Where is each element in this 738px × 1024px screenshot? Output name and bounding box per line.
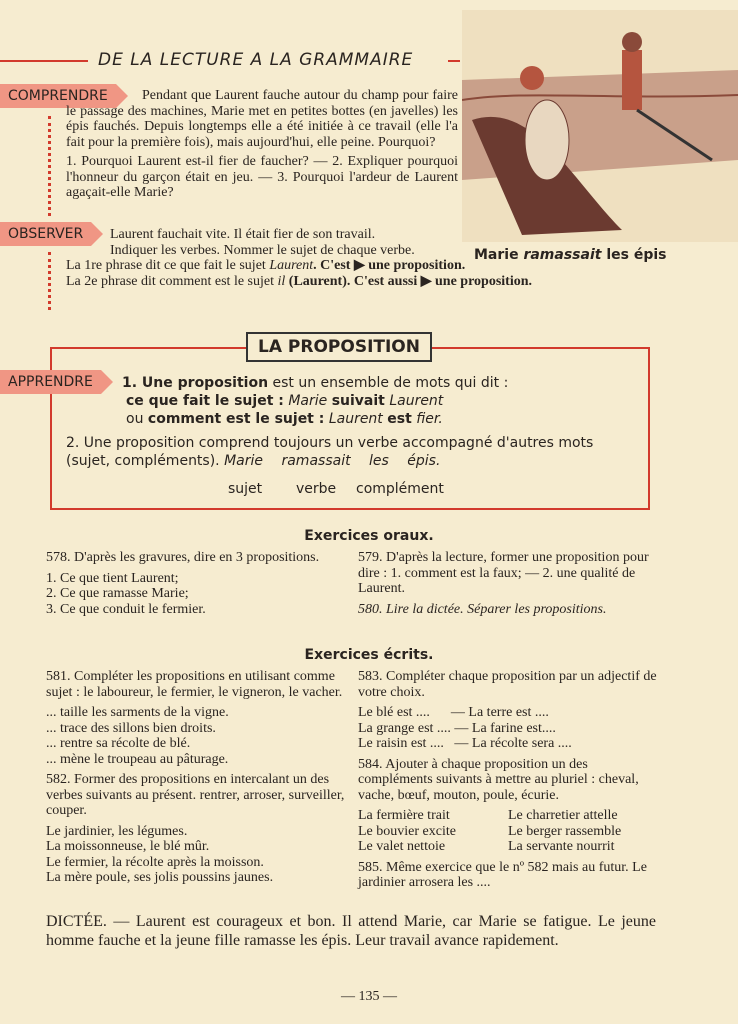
caption-subject: Marie xyxy=(474,247,519,263)
observer-line: Indiquer les verbes. Nommer le sujet de chaque verbe. xyxy=(110,242,415,258)
list-item: 3. Ce que conduit le fermier. xyxy=(46,601,206,617)
ecrits-title: Exercices écrits. xyxy=(304,647,434,663)
list-item: La moissonneuse, le blé mûr. xyxy=(46,839,210,854)
list-item: ... mène le troupeau au pâturage. xyxy=(46,751,229,767)
observer-text xyxy=(66,227,666,289)
divider xyxy=(448,60,460,62)
exercise-578 xyxy=(46,550,346,617)
text: il xyxy=(277,273,286,289)
example-complement: épis. xyxy=(407,453,441,469)
text: est xyxy=(387,411,412,427)
caption-complement: les épis xyxy=(606,247,667,263)
exercise-prompt: 579. D'après la lecture, former une proposition pour dire : 1. comment est la faux; — 2. une qualité de Laurent. xyxy=(358,550,649,596)
apprendre-label: APPRENDRE xyxy=(0,370,101,394)
text: est un ensemble de mots qui dit : xyxy=(272,375,509,391)
rule-line xyxy=(122,374,642,392)
text: Laurent xyxy=(389,393,444,409)
label-sujet: sujet xyxy=(228,481,263,497)
dotted-rule xyxy=(48,252,51,310)
example-verb: ramassait xyxy=(281,453,351,469)
dotted-rule xyxy=(48,116,51,216)
list-item: ... rentre sa récolte de blé. xyxy=(46,736,191,751)
exercise-583-585 xyxy=(358,669,658,896)
text: ou xyxy=(126,411,144,427)
list-item: Le charretier attelle xyxy=(508,808,618,823)
list-item: Le valet nettoie xyxy=(358,839,446,854)
text: 1. Une proposition xyxy=(122,375,269,391)
rule-box xyxy=(50,347,650,510)
exercise-581-582 xyxy=(46,669,346,886)
list-item: Le blé est .... — La terre est .... xyxy=(358,705,549,720)
rule-line xyxy=(122,410,642,428)
page-number: — 135 — xyxy=(341,989,397,1004)
list-item: La mère poule, ses jolis poussins jaunes. xyxy=(46,870,274,885)
list-item: Le bouvier excite xyxy=(358,823,456,839)
exercise-prompt: 583. Compléter chaque proposition par un adjectif de votre choix. xyxy=(358,669,657,700)
rule-example xyxy=(224,453,440,469)
box-title: LA PROPOSITION xyxy=(246,332,432,362)
oraux-title: Exercices oraux. xyxy=(304,528,434,544)
exercise-prompt: 582. Former des propositions en intercalant un des verbes suivants au présent. rentrer, arroser, surveiller, couper. xyxy=(46,772,345,818)
list-item: Le raisin est .... — La récolte sera .... xyxy=(358,736,572,751)
list-item: Le berger rassemble xyxy=(508,823,622,839)
comprendre-text xyxy=(66,88,458,201)
observer-line xyxy=(66,258,666,274)
list-item: ... trace des sillons bien droits. xyxy=(46,720,216,736)
observer-label: OBSERVER xyxy=(0,222,91,246)
column xyxy=(358,808,498,855)
text: Laurent xyxy=(269,258,314,273)
exercise-prompt: 585. Même exercice que le nº 582 mais au futur. Le jardinier arrosera les .... xyxy=(358,859,647,890)
reading-questions: 1. Pourquoi Laurent est-il fier de faucher? — 2. Expliquer pourquoi l'honneur du garçon était en jeu. — 3. Pourquoi l'ardeur de Laurent agaçait-elle Marie? xyxy=(66,154,458,200)
dictee: DICTÉE. — Laurent est courageux et bon. Il attend Marie, car Marie se fatigue. Le jeune homme fauche et la jeune fille ramasse les épis. Leur travail avance rapidement. xyxy=(46,913,656,949)
text: Marie xyxy=(288,393,328,409)
rule-2-text: 2. Une proposition comprend toujours un verbe accompagné d'autres mots (sujet, compléments). xyxy=(66,435,594,469)
label-verbe: verbe xyxy=(296,481,337,497)
text: ce que fait le sujet : xyxy=(126,393,284,409)
list-item: La grange est .... — La farine est.... xyxy=(358,720,556,736)
rule-2 xyxy=(66,434,641,470)
exercise-579-580 xyxy=(358,550,658,622)
column xyxy=(508,808,621,855)
reading-text: Pendant que Laurent fauche autour du champ pour faire le passage des machines, Marie met en petites bottes (en javelles) les épis fauchés. Depuis longtemps elle a été initiée à ce travail (elle l'a fait pour la première fois), mais aujourd'hui, elle peine. Pourquoi? xyxy=(66,88,458,150)
exercise-prompt: 581. Compléter les propositions en utilisant comme sujet : le laboureur, le fermier, le vigneron, le vacher. xyxy=(46,669,343,700)
illustration-harvest xyxy=(462,10,738,242)
text: La 1re phrase dit ce que fait le sujet xyxy=(66,258,266,273)
text: (Laurent). C'est aussi ▶ une proposition. xyxy=(288,273,533,289)
example-article: les xyxy=(369,453,389,469)
list-item: Le jardinier, les légumes. xyxy=(46,823,188,839)
divider xyxy=(0,60,88,62)
text: comment est le sujet : xyxy=(147,411,325,427)
list-item: La fermière trait xyxy=(358,808,450,823)
example-subject: Marie xyxy=(224,453,264,469)
exercise-prompt: 584. Ajouter à chaque proposition un des compléments suivants à mettre au pluriel : cheval, vache, bœuf, mouton, poule, écurie. xyxy=(358,756,639,803)
rule-line xyxy=(122,392,642,410)
exercise-prompt: 580. Lire la dictée. Séparer les propositions. xyxy=(358,601,607,617)
exercise-584-grid xyxy=(358,808,658,855)
observer-line: Laurent fauchait vite. Il était fier de son travail. xyxy=(110,227,376,242)
list-item: Le fermier, la récolte après la moisson. xyxy=(46,854,264,870)
caption-verb: ramassait xyxy=(523,247,602,263)
list-item: ... taille les sarments de la vigne. xyxy=(46,705,229,720)
section-title: DE LA LECTURE A LA GRAMMAIRE xyxy=(98,50,414,70)
text: fier. xyxy=(416,411,443,427)
list-item: 1. Ce que tient Laurent; xyxy=(46,570,179,586)
label-complement: complément xyxy=(356,481,444,497)
exercise-prompt: 578. D'après les gravures, dire en 3 propositions. xyxy=(46,550,320,565)
text: La 2e phrase dit comment est le sujet xyxy=(66,273,274,289)
list-item: 2. Ce que ramasse Marie; xyxy=(46,586,189,601)
text: . C'est ▶ une proposition. xyxy=(313,258,466,273)
text: Laurent xyxy=(328,411,383,427)
observer-line xyxy=(66,274,666,290)
list-item: La servante nourrit xyxy=(508,839,615,854)
text: suivait xyxy=(331,393,385,409)
comprendre-label: COMPRENDRE xyxy=(0,84,116,108)
apprendre-text xyxy=(122,374,642,428)
